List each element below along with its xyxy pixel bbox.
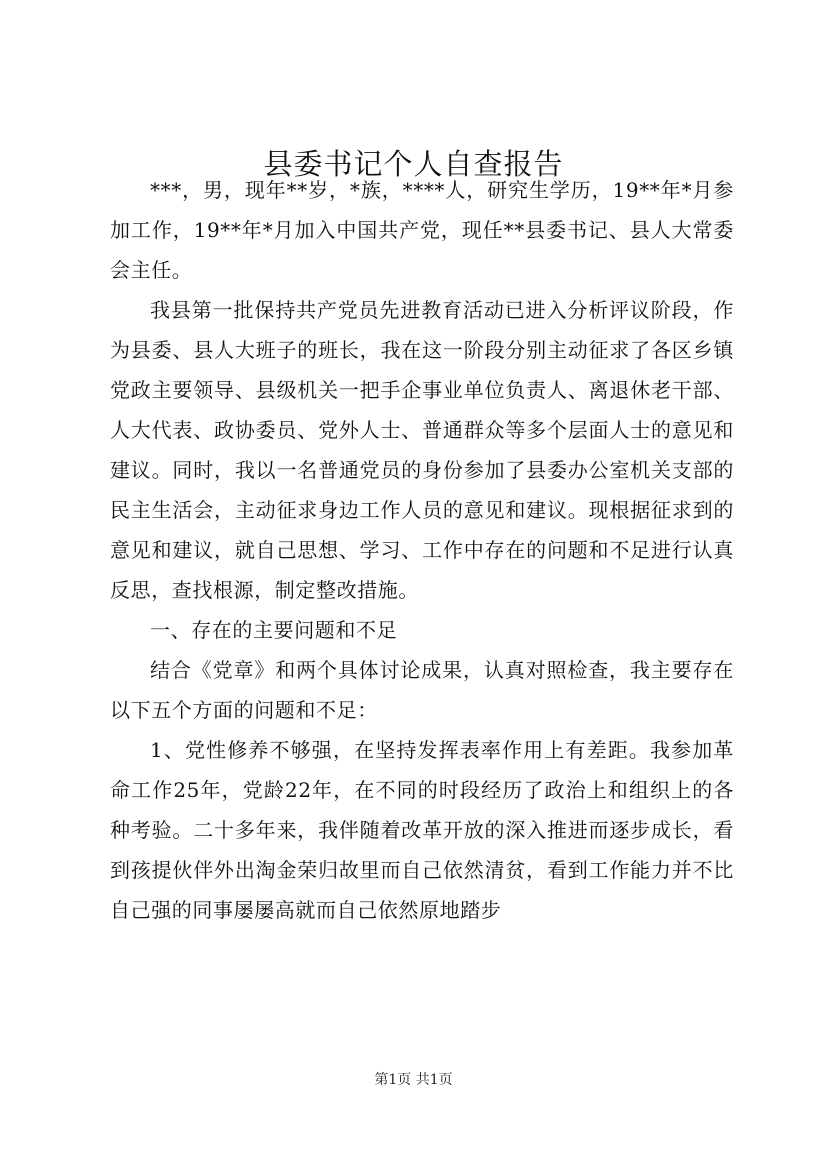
paragraph-point-1: 1、党性修养不够强，在坚持发挥表率作用上有差距。我参加革命工作25年，党龄22年，在不同的时段经历了政治上和组织上的各种考验。二十多年来，我伴随着改革开放的深入推进而逐步成长，看到孩提伙伴外出淘金荣归故里而自己依然清贫，看到工作能力并不比自己强的同事屡屡高就而自己依然原地踏步 — [110, 738, 734, 922]
document-title: 县委书记个人自查报告 — [263, 147, 564, 181]
paragraph-personal-info: ***，男，现年**岁，*族，****人，研究生学历，19**年*月参加工作，19**年*月加入中国共产党，现任**县委书记、县人大常委会主任。 — [110, 178, 734, 282]
page-footer: 第1页 共1页 — [374, 1072, 453, 1088]
paragraph-background: 我县第一批保持共产党员先进教育活动已进入分析评议阶段，作为县委、县人大班子的班长，我在这一阶段分别主动征求了各区乡镇党政主要领导、县级机关一把手企事业单位负责人、离退休老干部、人大代表、政协委员、党外人士、普通群众等多个层面人士的意见和建议。同时，我以一名普通党员的身份参加了县委办公室机关支部的民主生活会，主动征求身边工作人员的意见和建议。现根据征求到的意见和建议，就自己思想、学习、工作中存在的问题和不足进行认真反思，查找根源，制定整改措施。 — [110, 298, 734, 602]
paragraph-summary: 结合《党章》和两个具体讨论成果，认真对照检查，我主要存在以下五个方面的问题和不足： — [110, 658, 734, 722]
section-heading-problems: 一、存在的主要问题和不足 — [150, 618, 398, 642]
document-body — [110, 170, 734, 930]
